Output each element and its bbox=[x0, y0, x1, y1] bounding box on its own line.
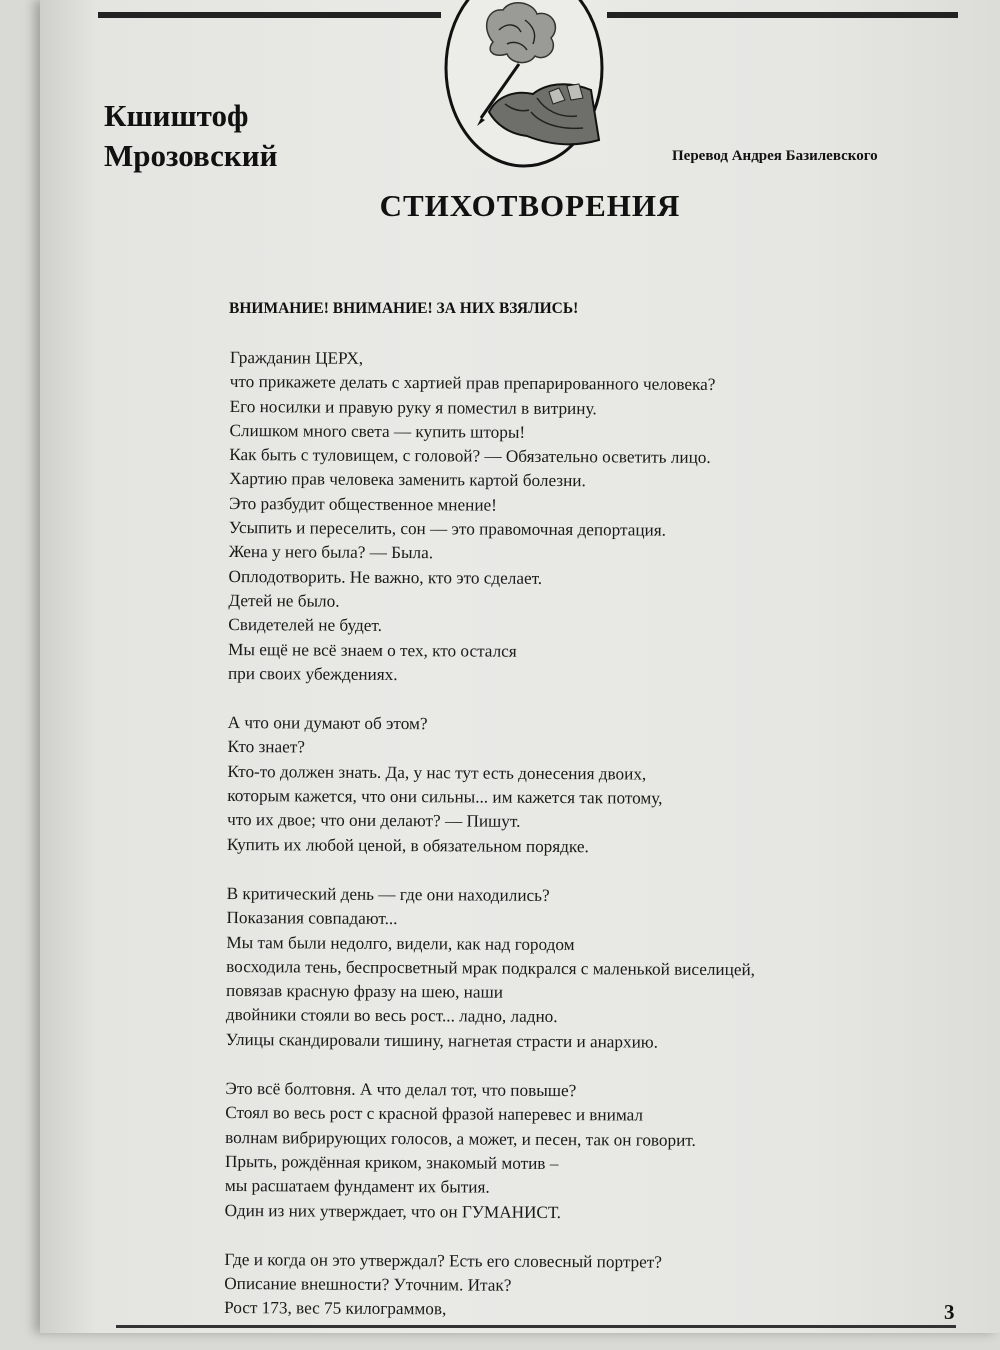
page-title: СТИХОТВОРЕНИЯ bbox=[379, 188, 681, 223]
hand-with-pen-icon bbox=[441, 0, 607, 168]
poem-body bbox=[224, 346, 890, 1350]
translator-credit: Перевод Андрея Базилевского bbox=[672, 148, 878, 164]
poem-line: Его носилки и правую руку я поместил в витрину. bbox=[229, 396, 597, 418]
poem-line: Слишком много света — купить шторы! bbox=[229, 420, 526, 442]
poem-line: Показания совпадают... bbox=[226, 908, 398, 929]
poem-line: при своих убеждениях. bbox=[227, 663, 398, 684]
poem-line: Это всё болтовня. А что делал тот, что повыше? bbox=[225, 1079, 577, 1101]
poem-line: А что они думают об этом? bbox=[227, 713, 428, 734]
footer-rule bbox=[116, 1325, 956, 1328]
poem-line: что их двое; что они делают? — Пишут. bbox=[227, 810, 521, 832]
poem-line: Один из них утверждает, что он ГУМАНИСТ. bbox=[224, 1200, 562, 1222]
poem-line: Оплодотворить. Не важно, кто это сделает. bbox=[228, 566, 543, 588]
poem-line: Это разбудит общественное мнение! bbox=[228, 493, 497, 515]
poem-stanza bbox=[224, 1248, 884, 1325]
poem-line: Мы там были недолго, видели, как над городом bbox=[226, 932, 575, 954]
poem-line: Стоял во весь рост с красной фразой наперевес и внимал bbox=[225, 1103, 644, 1125]
poem-line: Кто знает? bbox=[227, 737, 305, 757]
poem-line: Как быть с туловищем, с головой? — Обязательно осветить лицо. bbox=[229, 445, 711, 468]
poem-stanza bbox=[225, 1077, 886, 1227]
author-last-name: Мрозовский bbox=[104, 138, 278, 173]
poem-line: Гражданин ЦЕРХ, bbox=[229, 347, 364, 368]
poem-stanza bbox=[226, 882, 887, 1056]
page-number: 3 bbox=[944, 1300, 955, 1324]
poem-line: Прыть, рождённая криком, знакомый мотив – bbox=[224, 1151, 559, 1173]
poem-line: Мы ещё не всё знаем о тех, кто остался bbox=[228, 639, 517, 661]
poem-line: Рост 173, вес 75 килограммов, bbox=[224, 1298, 447, 1319]
poem-line: мы расшатаем фундамент их бытия. bbox=[224, 1176, 490, 1197]
poem-line: Описание внешности? Уточним. Итак? bbox=[224, 1274, 512, 1295]
poem-line: Купить их любой ценой, в обязательном порядке. bbox=[226, 834, 589, 856]
poem-line: восходила тень, беспросветный мрак подкрался с маленькой виселицей, bbox=[226, 956, 756, 980]
poem-line: Улицы скандировали тишину, нагнетая страсти и анархию. bbox=[225, 1029, 659, 1052]
poem-line: что прикажете делать с хартией прав препарированного человека? bbox=[229, 372, 716, 395]
poem-line: Жена у него была? — Была. bbox=[228, 542, 434, 563]
poem-line: Где и когда он это утверждал? Есть его словесный портрет? bbox=[224, 1249, 663, 1272]
poem-line: которым кажется, что они сильны... им кажется так потому, bbox=[227, 786, 663, 808]
author-first-name: Кшиштоф bbox=[104, 98, 249, 133]
poem-line: повязав красную фразу на шею, наши bbox=[226, 981, 504, 1002]
poem-line: В критический день — где они находились? bbox=[226, 883, 550, 905]
poem-line: Кто-то должен знать. Да, у нас тут есть донесения двоих, bbox=[227, 761, 647, 784]
poem-line: Хартию прав человека заменить картой болезни. bbox=[229, 469, 586, 491]
poem-line: волнам вибрирующих голосов, а может, и песен, так он говорит. bbox=[225, 1127, 696, 1150]
poem-stanza bbox=[227, 711, 888, 861]
poem-title: ВНИМАНИЕ! ВНИМАНИЕ! ЗА НИХ ВЗЯЛИСЬ! bbox=[229, 300, 579, 317]
author-name bbox=[104, 96, 277, 176]
emblem-illustration bbox=[441, 0, 607, 168]
poem-line: Усыпить и переселить, сон — это правомочная депортация. bbox=[228, 518, 667, 540]
poem-stanza bbox=[228, 346, 890, 690]
poem-line: двойники стояли во весь рост... ладно, ладно. bbox=[225, 1005, 558, 1027]
poem-line: Детей не было. bbox=[228, 590, 340, 611]
poem-line: Свидетелей не будет. bbox=[228, 615, 382, 636]
